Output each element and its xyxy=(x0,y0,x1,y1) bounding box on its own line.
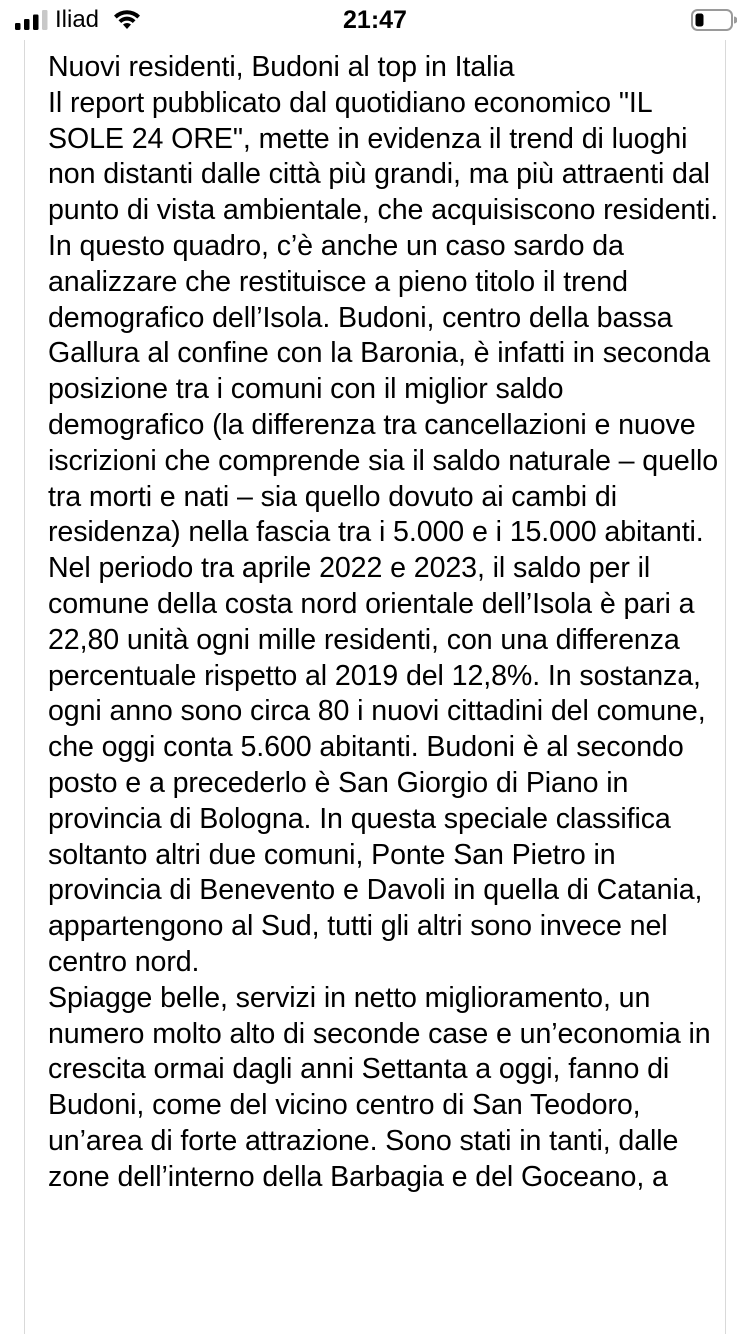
article-paragraph: In questo quadro, c’è anche un caso sardo da analizzare che restituisce a pieno titolo il trend demografico dell’Isola. Budoni, centro della bassa Gallura al confine con la Baronia, è infatti in seconda posizione tra i comuni con il miglior saldo demografico (la differenza tra cancellazioni e nuove iscrizioni che comprende sia il saldo naturale – quello tra morti e nati – sia quello dovuto ai cambi di residenza) nella fascia tra i 5.000 e i 15.000 abitanti. Nel periodo tra aprile 2022 e 2023, il saldo per il comune della costa nord orientale dell’Isola è pari a 22,80 unità ogni mille residenti, con una differenza percentuale rispetto al 2019 del 12,8%. In sostanza, ogni anno sono circa 80 i nuovi cittadini del comune, che oggi conta 5.600 abitanti. Budoni è al secondo posto e a precederlo è San Giorgio di Piano in provincia di Bologna. In questa speciale classifica soltanto altri due comuni, Ponte San Pietro in provincia di Benevento e Davoli in quella di Catania, appartengono al Sud, tutti gli altri sono invece nel centro nord. xyxy=(48,229,718,978)
article-paragraph: Il report pubblicato dal quotidiano economico "IL SOLE 24 ORE", mette in evidenza il trend di luoghi non distanti dalle città più grandi, ma più attraenti dal punto di vista ambientale, che acquisiscono residenti. xyxy=(48,86,719,227)
article-viewer[interactable] xyxy=(0,40,750,1334)
article-headline: Nuovi residenti, Budoni al top in Italia xyxy=(48,51,515,83)
article-paragraph: Spiagge belle, servizi in netto miglioramento, un numero molto alto di seconde case e un’economia in crescita ormai dagli anni Settanta a oggi, fanno di Budoni, come del vicino centro di San Teodoro, un’area di forte attrazione. Sono stati in tanti, dalle zone dell’interno della Barbagia e del Goceano, a xyxy=(48,981,711,1193)
battery-low-icon xyxy=(691,9,737,31)
left-margin-divider xyxy=(24,40,25,1334)
carrier-name: Iliad xyxy=(55,6,100,33)
right-margin-divider xyxy=(725,40,726,1334)
article-body xyxy=(48,50,720,1196)
status-time: 21:47 xyxy=(343,6,407,34)
status-bar xyxy=(0,0,750,40)
